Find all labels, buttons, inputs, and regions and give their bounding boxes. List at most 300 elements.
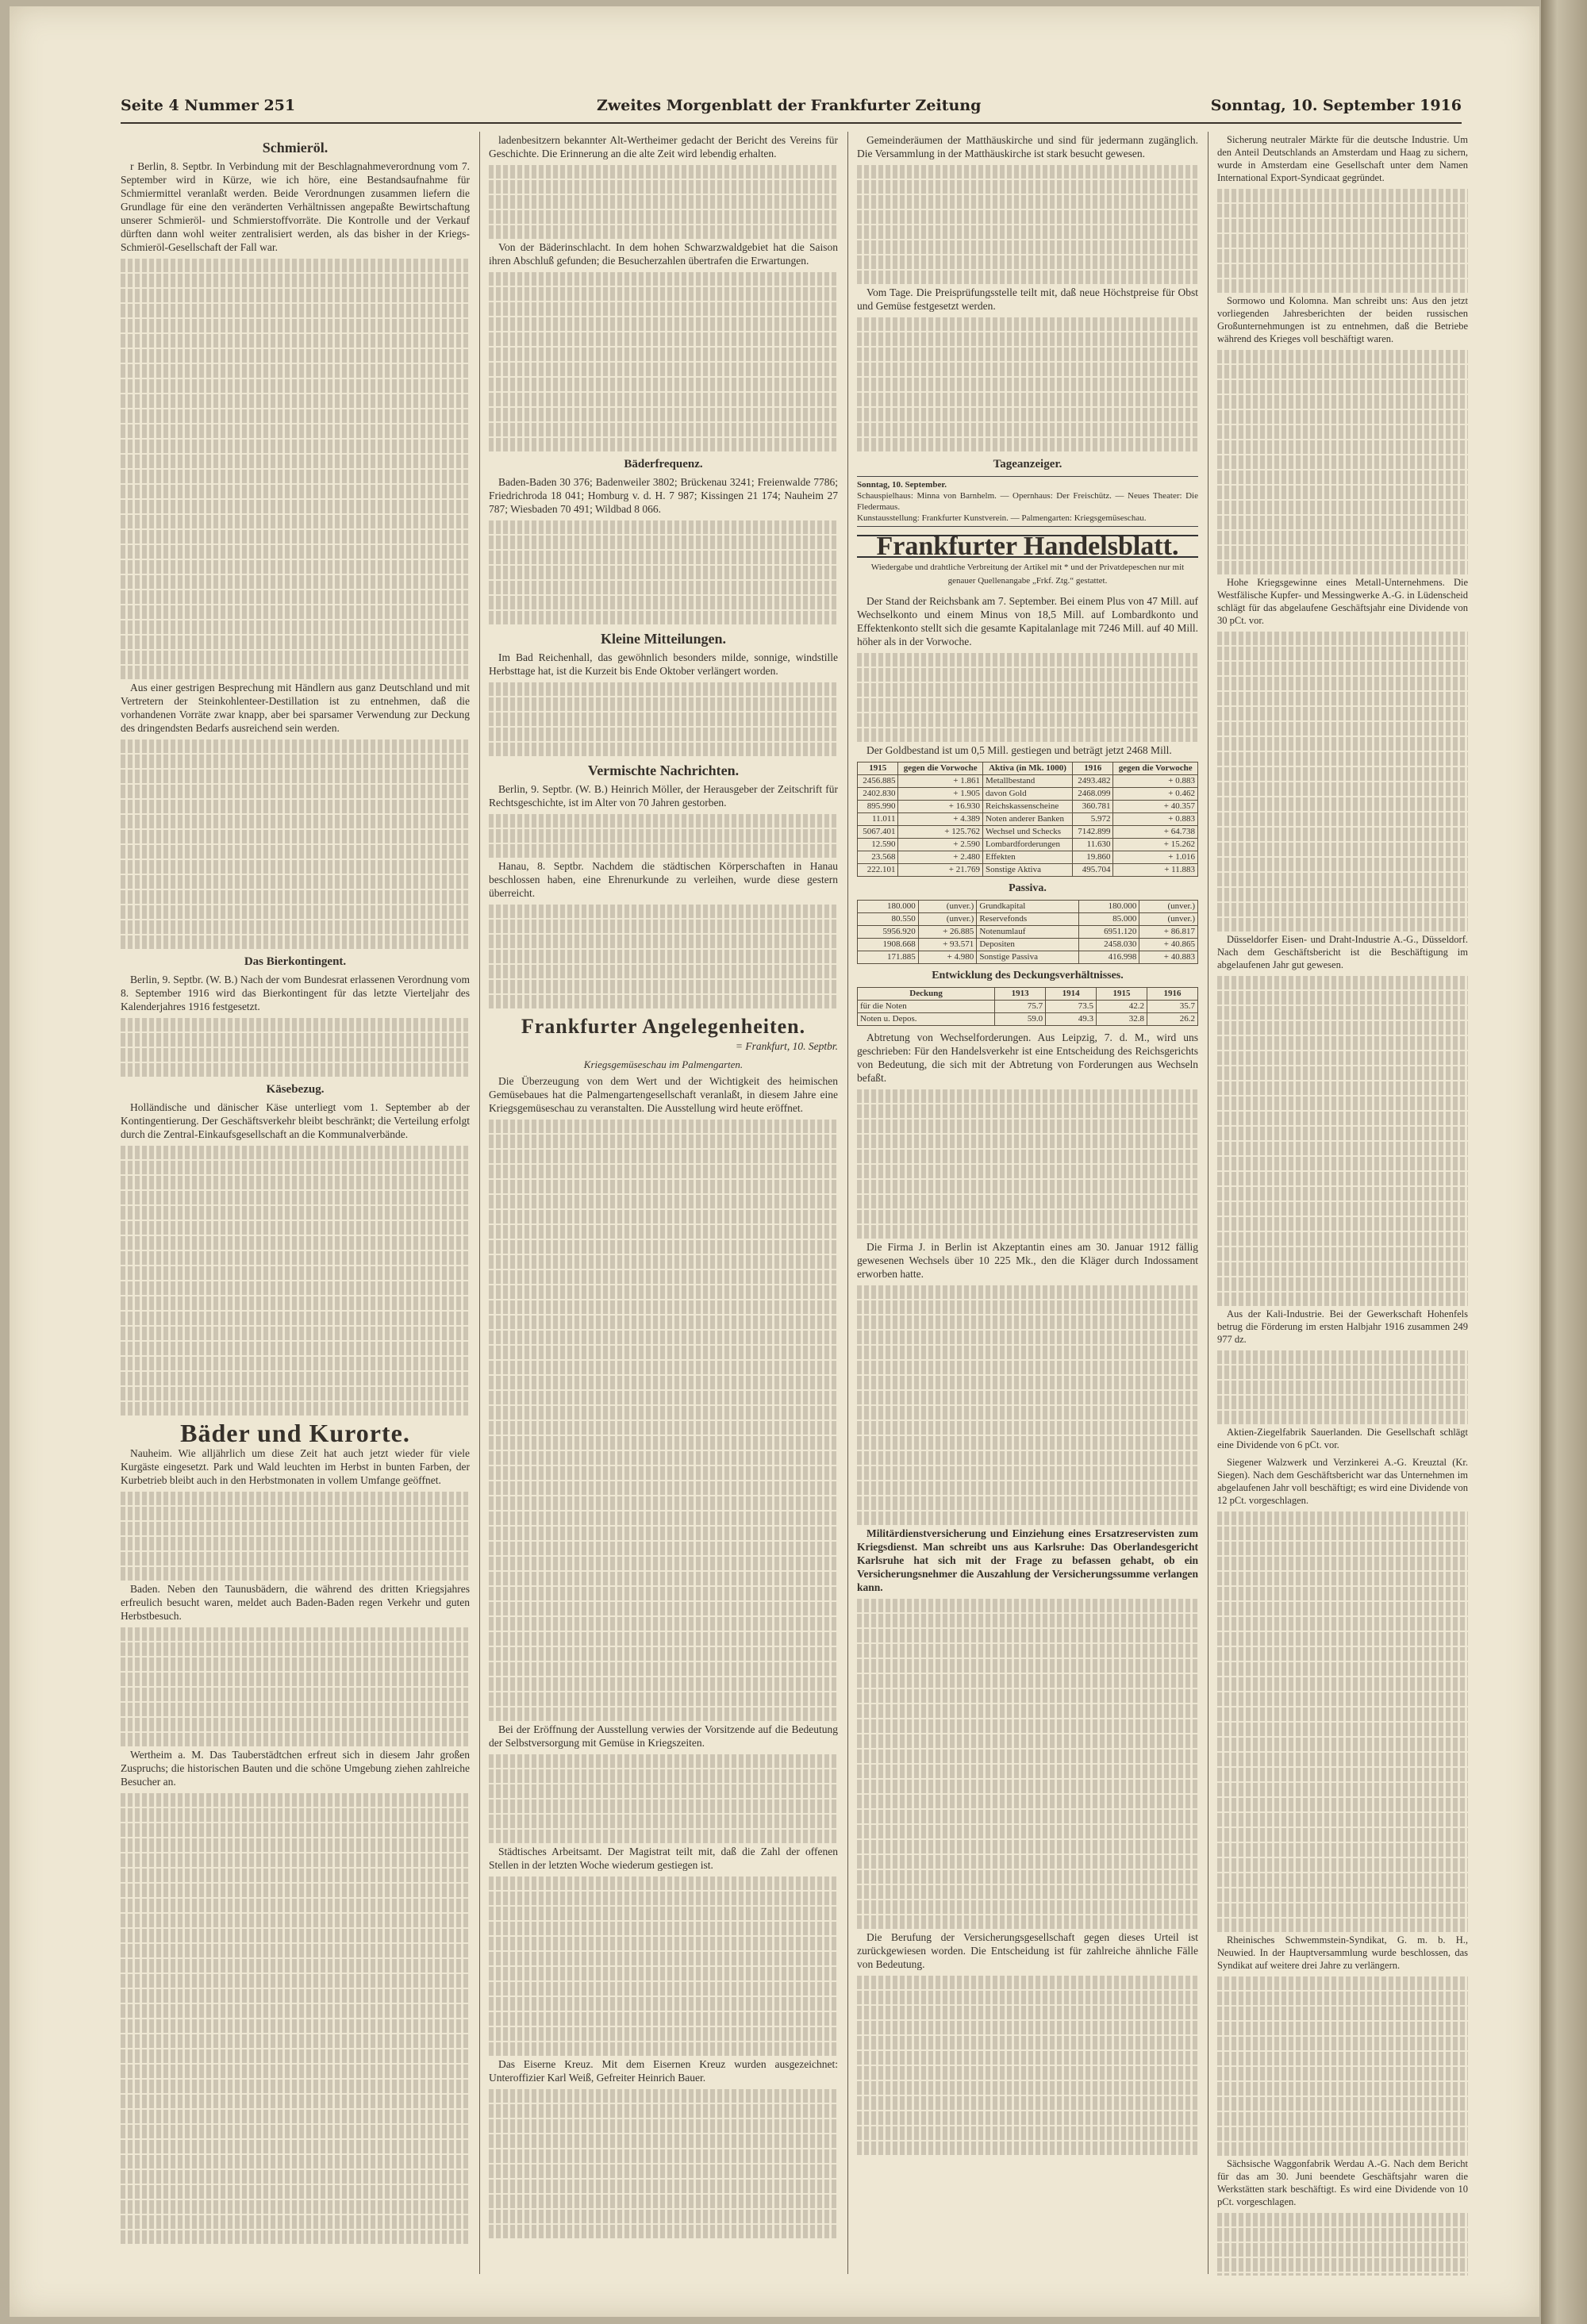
paragraph: Wertheim a. M. Das Tauberstädtchen erfreut sich in diesem Jahr großen Zuspruchs; die historischen Bauten und die schöne Umgebung ziehen zahlreiche Besucher an.	[121, 1749, 470, 1788]
table-cell: Grundkapital	[977, 901, 1078, 913]
text-lines	[121, 2230, 470, 2244]
text-lines	[857, 683, 1198, 697]
text-lines	[1217, 1976, 1468, 1990]
reprint-notice: Wiedergabe und drahtliche Verbreitung der Artikel mit * und der Privatdepeschen nur mit genauer Quellenangabe „Frkf. Ztg.“ gestattet.	[870, 563, 1185, 586]
paragraph: Berlin, 9. Septbr. (W. B.) Heinrich Möller, der Herausgeber der Zeitschrift für Rechtsgeschichte, ist im Alter von 70 Jahren gestorben.	[489, 783, 838, 809]
text-lines	[489, 1922, 838, 1935]
paragraph: Berlin, 9. Septbr. (W. B.) Nach der vom Bundesrat erlassenen Verordnung vom 8. September 1916 wird das Bierkontingent für das letzte Vierteljahr des Kalenderjahres 1916 festgesetzt.	[121, 974, 470, 1012]
text-lines	[121, 935, 470, 949]
table-cell: + 4.389	[898, 813, 983, 826]
table-cell: für die Noten	[858, 1001, 995, 1013]
text-lines	[121, 1627, 470, 1641]
text-lines	[121, 1033, 470, 1047]
table-cell: (unver.)	[918, 913, 977, 926]
text-lines	[1217, 752, 1468, 766]
text-lines	[857, 2036, 1198, 2049]
text-lines	[857, 1496, 1198, 1510]
text-lines	[857, 1614, 1198, 1627]
text-lines	[489, 995, 838, 1008]
table-header-cell: 1915	[1097, 988, 1147, 1001]
text-lines	[857, 1451, 1198, 1465]
text-lines	[121, 515, 470, 528]
text-lines	[1217, 1142, 1468, 1155]
text-lines	[489, 378, 838, 391]
text-lines	[1217, 1217, 1468, 1231]
text-lines	[857, 195, 1198, 209]
text-lines	[121, 2200, 470, 2214]
text-lines	[121, 1914, 470, 1927]
text-lines	[1217, 234, 1468, 248]
text-lines	[857, 1481, 1198, 1495]
text-lines	[489, 2104, 838, 2118]
table-body	[858, 775, 1198, 877]
table-header-row	[858, 988, 1198, 1001]
text-lines	[1217, 531, 1468, 544]
text-lines	[121, 1312, 470, 1325]
paragraph: r Berlin, 8. Septbr. In Verbindung mit der Beschlagnahmeverordnung vom 7. September wird in Kürze, wie ich höre, eine Bestandsaufnahme für Schmiermittel veranlaßt werden. Beide Verordnungen zusammen liefern die Grundlage für eine den veränderten Verhältnissen angepaßte Bewirtschaftung unserer Schmieröl- und Schmierstoffvorräte. Die Kontrolle und der Verkauf dürften dann wohl weiter zentralisiert werden, als das bisher in der Kriegs-Schmieröl-Gesellschaft der Fall war.	[121, 160, 470, 253]
text-lines	[1217, 1202, 1468, 1216]
text-lines	[857, 1734, 1198, 1748]
text-lines	[489, 348, 838, 361]
coverage-table	[857, 987, 1198, 1026]
text-lines	[121, 1944, 470, 1957]
table-cell: + 64.738	[1113, 826, 1198, 839]
text-lines	[121, 1567, 470, 1581]
table-cell: + 93.571	[918, 939, 977, 951]
text-lines	[121, 1296, 470, 1310]
text-lines	[1217, 1798, 1468, 1811]
text-lines	[489, 1754, 838, 1768]
table-cell: 2493.482	[1073, 775, 1113, 788]
text-lines	[1217, 1366, 1468, 1379]
text-lines	[1217, 2258, 1468, 2272]
table-header-cell: 1915	[858, 763, 898, 775]
text-lines	[1217, 918, 1468, 932]
text-lines	[121, 2215, 470, 2229]
paragraph: Bei der Eröffnung der Ausstellung verwies der Vorsitzende auf die Bedeutung der Selbstversorgung mit Gemüse in Kriegszeiten.	[489, 1723, 838, 1749]
text-lines	[489, 713, 838, 726]
text-lines	[121, 1793, 470, 1807]
table-cell: Metallbestand	[982, 775, 1072, 788]
text-lines	[1217, 1021, 1468, 1035]
column-rule	[847, 132, 848, 2274]
text-lines	[489, 1982, 838, 1996]
text-lines	[857, 408, 1198, 421]
headline-baeder: Bäder und Kurorte.	[180, 1419, 410, 1447]
text-lines	[121, 755, 470, 768]
text-lines	[857, 1331, 1198, 1344]
table-cell: 11.630	[1073, 839, 1113, 851]
headline-kleine-mitteilungen: Kleine Mitteilungen.	[601, 631, 726, 647]
text-lines	[1217, 395, 1468, 409]
table-cell: 2456.885	[858, 775, 898, 788]
table-header-cell: Aktiva (in Mk. 1000)	[982, 763, 1072, 775]
text-lines	[1217, 546, 1468, 559]
text-lines	[1217, 486, 1468, 499]
text-lines	[489, 1632, 838, 1646]
listing-theater: Schauspielhaus: Minna von Barnhelm. — Opernhaus: Der Freischütz. — Neues Theater: Die Fledermaus.	[857, 491, 1198, 512]
table-cell: 416.998	[1078, 951, 1139, 964]
text-lines	[121, 1658, 470, 1671]
text-lines	[489, 1270, 838, 1284]
text-lines	[121, 1221, 470, 1235]
text-lines	[1217, 828, 1468, 841]
text-lines	[489, 682, 838, 696]
text-lines	[489, 1512, 838, 1525]
text-lines	[121, 1522, 470, 1535]
table-cell: 2468.099	[1073, 788, 1113, 801]
table-cell: 5.972	[1073, 813, 1113, 826]
text-lines	[121, 1387, 470, 1400]
text-lines	[121, 666, 470, 679]
text-lines	[489, 1617, 838, 1631]
text-lines	[489, 195, 838, 209]
table-cell: 80.550	[858, 913, 919, 926]
text-lines	[1217, 1396, 1468, 1409]
column-1	[121, 133, 470, 2276]
paragraph: Sicherung neutraler Märkte für die deutsche Industrie. Um den Anteil Deutschlands an Amsterdam und Haag zu sichern, wurde in Amsterdam eine Gesellschaft unter dem Namen International Export-Syndicaat gegründet.	[1217, 134, 1468, 183]
table-cell: 7142.899	[1073, 826, 1113, 839]
text-lines	[1217, 1411, 1468, 1424]
text-lines	[489, 697, 838, 711]
table-row	[858, 788, 1198, 801]
table-header-cell: 1916	[1147, 988, 1198, 1001]
paragraph: Holländische und dänischer Käse unterliegt vom 1. September ab der Kontingentierung. Der Geschäftsverkehr bleibt beschränkt; die Verteilung erfolgt durch die Zentral-Einkaufsgesellschaft an die Kommunalverbände.	[121, 1101, 470, 1140]
text-lines	[1217, 1647, 1468, 1661]
text-lines	[1217, 561, 1468, 574]
text-lines	[1217, 1992, 1468, 2005]
text-lines	[857, 1436, 1198, 1450]
text-lines	[1217, 1903, 1468, 1917]
text-lines	[857, 1210, 1198, 1223]
text-lines	[857, 1674, 1198, 1688]
text-lines	[121, 2019, 470, 2033]
text-lines	[489, 363, 838, 376]
text-lines	[489, 520, 838, 534]
table-header-cell: gegen die Vorwoche	[898, 763, 983, 775]
text-lines	[857, 240, 1198, 254]
headline-frankfurter-angelegenheiten: Frankfurter Angelegenheiten.	[521, 1015, 806, 1038]
table-cell: 6951.120	[1078, 926, 1139, 939]
text-lines	[1217, 1262, 1468, 1276]
text-lines	[857, 1780, 1198, 1793]
text-lines	[121, 259, 470, 272]
text-lines	[489, 408, 838, 421]
text-lines	[1217, 440, 1468, 454]
table-body	[858, 901, 1198, 964]
text-lines	[489, 287, 838, 301]
text-lines	[857, 225, 1198, 239]
text-lines	[1217, 767, 1468, 781]
text-lines	[1217, 1006, 1468, 1020]
text-lines	[121, 1552, 470, 1565]
table-cell: (unver.)	[1139, 901, 1198, 913]
text-lines	[489, 1496, 838, 1510]
text-lines	[1217, 903, 1468, 916]
text-lines	[857, 1150, 1198, 1163]
text-lines	[489, 551, 838, 564]
text-lines	[489, 1784, 838, 1798]
text-lines	[1217, 1051, 1468, 1065]
table-cell: + 40.865	[1139, 939, 1198, 951]
passiva-table	[857, 900, 1198, 964]
text-lines	[857, 1180, 1198, 1193]
text-lines	[121, 2034, 470, 2048]
text-lines	[489, 935, 838, 948]
text-lines	[121, 815, 470, 828]
paragraph: Baden. Neben den Taunusbädern, die während des dritten Kriegsjahres erfreulich besucht waren, meldet auch Baden-Baden regen Verkehr und guten Herbstbesuch.	[121, 1583, 470, 1622]
paragraph: Das Eiserne Kreuz. Mit dem Eisernen Kreuz wurden ausgezeichnet: Unteroffizier Karl Weiß, Gefreiter Heinrich Bauer.	[489, 2058, 838, 2084]
text-lines	[489, 2149, 838, 2163]
table-cell: (unver.)	[1139, 913, 1198, 926]
table-row	[858, 901, 1198, 913]
text-lines	[489, 1436, 838, 1450]
text-lines	[121, 1929, 470, 1942]
text-lines	[121, 455, 470, 468]
paragraph: Düsseldorfer Eisen- und Draht-Industrie A.-G., Düsseldorf. Nach dem Geschäftsbericht ist die Beschäftigung im abgelaufenen Jahr gut gewesen.	[1217, 934, 1468, 970]
text-lines	[121, 274, 470, 287]
text-lines	[489, 2119, 838, 2133]
reichsbank-balance-table	[857, 762, 1198, 877]
text-lines	[489, 743, 838, 756]
text-lines	[121, 1718, 470, 1731]
text-lines	[121, 1191, 470, 1204]
text-lines	[857, 423, 1198, 436]
text-lines	[1217, 1783, 1468, 1796]
text-lines	[121, 770, 470, 783]
table-row	[858, 826, 1198, 839]
text-lines	[1217, 1381, 1468, 1394]
text-lines	[121, 1642, 470, 1656]
paragraph: Der Goldbestand ist um 0,5 Mill. gestiegen und beträgt jetzt 2468 Mill.	[867, 744, 1172, 756]
text-lines	[121, 620, 470, 634]
text-lines	[121, 1537, 470, 1550]
text-lines	[1217, 2067, 1468, 2080]
table-cell: Effekten	[982, 851, 1072, 864]
text-lines	[1217, 797, 1468, 811]
text-lines	[489, 2210, 838, 2223]
text-lines	[1217, 632, 1468, 645]
text-lines	[1217, 1858, 1468, 1872]
text-lines	[489, 438, 838, 451]
table-row	[858, 775, 1198, 788]
text-lines	[489, 1285, 838, 1299]
table-cell: 1908.668	[858, 939, 919, 951]
text-lines	[857, 1104, 1198, 1118]
text-lines	[857, 713, 1198, 727]
text-lines	[121, 289, 470, 302]
text-lines	[121, 1899, 470, 1912]
text-lines	[489, 1892, 838, 1905]
text-lines	[121, 1884, 470, 1897]
text-lines	[857, 1689, 1198, 1703]
text-lines	[489, 272, 838, 286]
text-lines	[121, 2095, 470, 2108]
text-lines	[1217, 2082, 1468, 2095]
text-lines	[121, 1281, 470, 1295]
text-lines	[1217, 219, 1468, 232]
text-lines	[1217, 1247, 1468, 1261]
table-cell: (unver.)	[918, 901, 977, 913]
text-lines	[489, 905, 838, 918]
table-row	[858, 801, 1198, 813]
text-lines	[857, 1659, 1198, 1673]
table-header-cell: 1914	[1046, 988, 1097, 1001]
text-lines	[489, 581, 838, 594]
text-lines	[121, 1688, 470, 1701]
table-row	[858, 1001, 1198, 1013]
text-lines	[1217, 1813, 1468, 1827]
paragraph: Militärdienstversicherung und Einziehung eines Ersatzreservisten zum Kriegsdienst. Man schreibt uns aus Karlsruhe: Das Oberlandesgericht Karlsruhe hat sich mit der Frage zu befassen gehabt, ob ein Versicherungsnehmer die Auszahlung der Versicherungssumme verlangen kann.	[857, 1527, 1198, 1593]
text-lines	[121, 1327, 470, 1340]
paragraph: Die Berufung der Versicherungsgesellschaft gegen dieses Urteil ist zurückgewiesen worden. Die Entscheidung ist für zahlreiche ähnliche Fälle von Bedeutung.	[857, 1931, 1198, 1970]
text-lines	[1217, 1602, 1468, 1615]
table-row	[858, 1013, 1198, 1026]
text-lines	[1217, 1738, 1468, 1751]
text-lines	[121, 379, 470, 393]
text-lines	[1217, 888, 1468, 901]
text-lines	[489, 2027, 838, 2041]
table-cell: 75.7	[995, 1001, 1046, 1013]
table-cell: 11.011	[858, 813, 898, 826]
text-lines	[1217, 1662, 1468, 1676]
text-lines	[121, 875, 470, 889]
table-cell: Sonstige Aktiva	[982, 864, 1072, 877]
paragraph: Aus einer gestrigen Besprechung mit Händlern aus ganz Deutschland und mit Vertretern der Steinkohlenteer-Destillation ist zu entnehmen, daß die vorhandenen Vorräte zwar knapp, aber bei sparsamer Verwendung zur Deckung des dringendsten Bedarfs ausreichend sein werden.	[121, 682, 470, 734]
paragraph: Sächsische Waggonfabrik Werdau A.-G. Nach dem Bericht für das am 30. Juni beendete Geschäftsjahr waren die Werkstätten stark beschäftigt. Es wird eine Dividende von 10 pCt. vorgeschlagen.	[1217, 2158, 1468, 2207]
paragraph: Von der Bäderinschlacht. In dem hohen Schwarzwaldgebiet hat die Saison ihren Abschluß gefunden; die Besucherzahlen übertrafen die Erwartungen.	[489, 241, 838, 267]
listing-exhibitions: Kunstausstellung: Frankfurter Kunstverein. — Palmengarten: Kriegsgemüseschau.	[857, 513, 1147, 523]
text-lines	[857, 1300, 1198, 1314]
table-cell: 26.2	[1147, 1013, 1198, 1026]
event-listing	[857, 476, 1198, 527]
text-lines	[489, 566, 838, 579]
text-lines	[489, 1451, 838, 1465]
text-lines	[489, 1255, 838, 1269]
text-lines	[857, 1719, 1198, 1733]
text-lines	[489, 165, 838, 179]
text-lines	[857, 1135, 1198, 1148]
table-cell: 73.5	[1046, 1001, 1097, 1013]
text-lines	[1217, 2127, 1468, 2141]
text-lines	[489, 210, 838, 224]
table-cell: Wechsel und Schecks	[982, 826, 1072, 839]
paragraph: Hanau, 8. Septbr. Nachdem die städtischen Körperschaften in Hanau beschlossen haben, eine Ehrenurkunde zu verleihen, wurde diese gestern überreicht.	[489, 860, 838, 899]
text-lines	[1217, 976, 1468, 989]
text-lines	[1217, 204, 1468, 217]
text-lines	[121, 1251, 470, 1265]
table-header-cell: gegen die Vorwoche	[1113, 763, 1198, 775]
text-lines	[1217, 1632, 1468, 1646]
text-lines	[1217, 516, 1468, 529]
table-cell: 495.704	[1073, 864, 1113, 877]
text-lines	[121, 1974, 470, 1988]
text-lines	[1217, 707, 1468, 720]
text-lines	[1217, 662, 1468, 675]
column-rule	[1208, 132, 1209, 2274]
text-lines	[857, 698, 1198, 712]
text-lines	[121, 545, 470, 559]
text-lines	[489, 1677, 838, 1691]
text-lines	[489, 1815, 838, 1828]
text-lines	[121, 2049, 470, 2063]
coverage-heading: Entwicklung des Deckungsverhältnisses.	[932, 970, 1124, 981]
text-lines	[489, 1150, 838, 1163]
text-lines	[489, 1346, 838, 1359]
text-lines	[857, 1915, 1198, 1929]
text-lines	[1217, 501, 1468, 514]
text-lines	[489, 950, 838, 963]
table-cell: Notenumlauf	[977, 926, 1078, 939]
text-lines	[1217, 1753, 1468, 1766]
text-lines	[489, 1800, 838, 1813]
table-cell: Depositen	[977, 939, 1078, 951]
text-lines	[121, 920, 470, 934]
text-lines	[489, 1225, 838, 1239]
text-lines	[1217, 647, 1468, 660]
text-lines	[1217, 1723, 1468, 1736]
table-row	[858, 913, 1198, 926]
text-lines	[1217, 1828, 1468, 1842]
text-lines	[1217, 1512, 1468, 1525]
text-lines	[489, 1165, 838, 1178]
table-cell: 19.860	[1073, 851, 1113, 864]
paragraph: Baden-Baden 30 376; Badenweiler 3802; Brückenau 3241; Freienwalde 7786; Friedrichroda 18 041; Homburg v. d. H. 7 987; Kissingen 21 174; Nauheim 27 787; Wiesbaden 70 491; Wildbad 8 066.	[489, 476, 838, 515]
page-header	[121, 94, 1462, 124]
table-cell: 35.7	[1147, 1001, 1198, 1013]
text-lines	[489, 2165, 838, 2178]
text-lines	[1217, 264, 1468, 278]
paragraph: Die Firma J. in Berlin ist Akzeptantin eines am 30. Januar 1912 fällig gewesenen Wechsels über 10 225 Mk., den die Kläger durch Indossament erworben hatte.	[857, 1241, 1198, 1280]
text-lines	[121, 1402, 470, 1416]
text-lines	[1217, 1677, 1468, 1691]
table-cell: 5956.920	[858, 926, 919, 939]
table-cell: Noten u. Depos.	[858, 1013, 995, 1026]
table-header-cell: 1913	[995, 988, 1046, 1001]
text-lines	[121, 349, 470, 363]
text-lines	[857, 332, 1198, 346]
text-lines	[489, 611, 838, 624]
table-cell: 2458.030	[1078, 939, 1139, 951]
text-lines	[489, 180, 838, 194]
table-cell: + 86.817	[1139, 926, 1198, 939]
text-lines	[489, 965, 838, 978]
text-lines	[121, 334, 470, 348]
text-lines	[489, 1587, 838, 1600]
table-cell: + 16.930	[898, 801, 983, 813]
text-lines	[121, 830, 470, 843]
listing-date: Sonntag, 10. September.	[857, 480, 947, 490]
text-lines	[1217, 1692, 1468, 1706]
text-lines	[489, 1572, 838, 1585]
text-lines	[121, 2004, 470, 2018]
table-row	[858, 926, 1198, 939]
text-lines	[489, 1527, 838, 1540]
text-lines	[1217, 2142, 1468, 2156]
text-lines	[1217, 2228, 1468, 2241]
text-lines	[489, 1120, 838, 1133]
text-lines	[121, 1959, 470, 1973]
text-lines	[857, 255, 1198, 269]
text-lines	[1217, 722, 1468, 736]
text-lines	[121, 1372, 470, 1385]
section-heading: Kriegsgemüseschau im Palmengarten.	[583, 1058, 744, 1070]
text-lines	[121, 470, 470, 483]
text-lines	[489, 1406, 838, 1419]
table-row	[858, 813, 1198, 826]
text-lines	[1217, 1768, 1468, 1781]
text-lines	[489, 423, 838, 436]
